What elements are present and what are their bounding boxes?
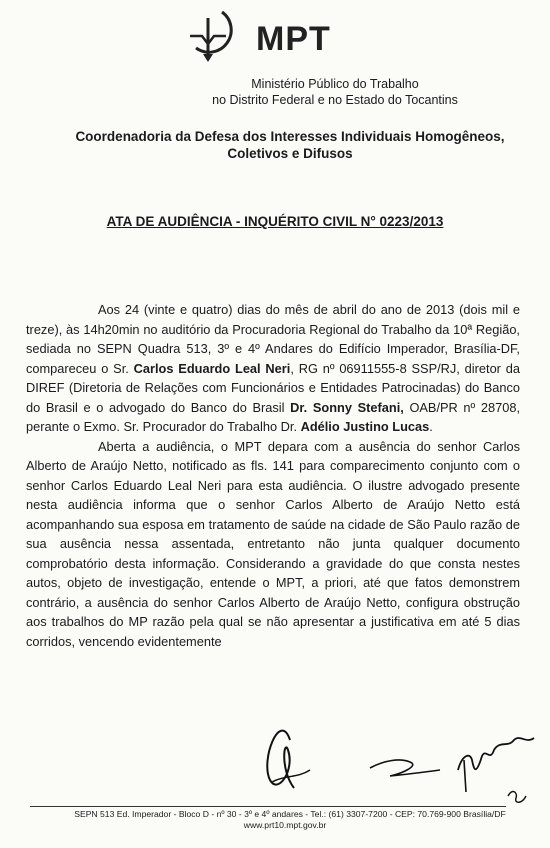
- person-name: Adélio Justino Lucas: [300, 419, 430, 434]
- coordination-heading: [40, 128, 540, 162]
- paragraph: [26, 300, 520, 437]
- person-name: Dr. Sonny Stefani,: [290, 399, 404, 415]
- document-body: [26, 300, 520, 651]
- paragraph: Aberta a audiência, o MPT depara com a ausência do senhor Carlos Alberto de Araújo Netto, notificado as fls. 141 para comparecimento conjunto com o senhor Carlos Eduardo Leal Neri para esta audiência. O ilustre advogado presente nesta audiência informa que o senhor Carlos Alberto de Araújo Netto está acompanhando sua esposa em tratamento de saúde na cidade de São Paulo razão de sua ausência nessa assentada, entretanto não junta qualquer documento comprobatório desta informação. Considerando a gravidade do que consta nestes autos, objeto de investigação, entende o MPT, a priori, até que fatos demonstrem contrário, a ausência do senhor Carlos Alberto de Araújo Netto, configura obstrução aos trabalhos do MP razão pela qual se não apresentar a justificativa em até 5 dias corridos, vencendo evidentemente: [26, 438, 520, 649]
- ministry-heading: [0, 76, 550, 108]
- handwritten-signatures: [250, 700, 550, 820]
- coordination-line: Coordenadoria da Defesa dos Interesses Individuais Homogêneos,: [75, 129, 505, 144]
- person-name: Carlos Eduardo Leal Neri: [133, 360, 291, 376]
- ministry-line: Ministério Público do Trabalho: [251, 77, 419, 91]
- footer-divider: [30, 806, 506, 807]
- text-run: .: [429, 419, 433, 434]
- ministry-line: no Distrito Federal e no Estado do Tocantins: [212, 93, 458, 107]
- footer-address: SEPN 513 Ed. Imperador - Bloco D - nº 30 - 3º e 4º andares - Tel.: (61) 3307-7200 - CEP: 70.769-900 Brasília/DF: [74, 809, 506, 819]
- document-title: ATA DE AUDIÊNCIA - INQUÉRITO CIVIL N° 0223/2013: [106, 214, 444, 229]
- coordination-line: Coletivos e Difusos: [227, 146, 353, 161]
- text-run: OAB/PR nº 28708, perante o Exmo. Sr. Procurador do Trabalho Dr.: [26, 399, 520, 434]
- mpt-logo: [186, 8, 336, 68]
- brand-name: MPT: [256, 20, 331, 58]
- text-run: Aos 24 (vinte e quatro) dias do mês de abril do ano de 2013 (dois mil e treze), às 14h20min no auditório da Procuradoria Regional do Trabalho da 10ª Região, sediada no SEPN Quadra 513, 3º e 4º Andares do Edifício Imperador, Brasília-DF, compareceu o Sr.: [26, 302, 520, 376]
- footer-website: www.prt10.mpt.gov.br: [243, 820, 327, 830]
- mpt-emblem-icon: [186, 8, 248, 64]
- footer: [0, 809, 550, 831]
- text-run: , RG nº 06911555-8 SSP/RJ, diretor da DIREF (Diretoria de Relações com Funcionários e Entidades Patrocinadas) do Banco do Brasil e o advogado do Banco do Brasil: [26, 360, 520, 415]
